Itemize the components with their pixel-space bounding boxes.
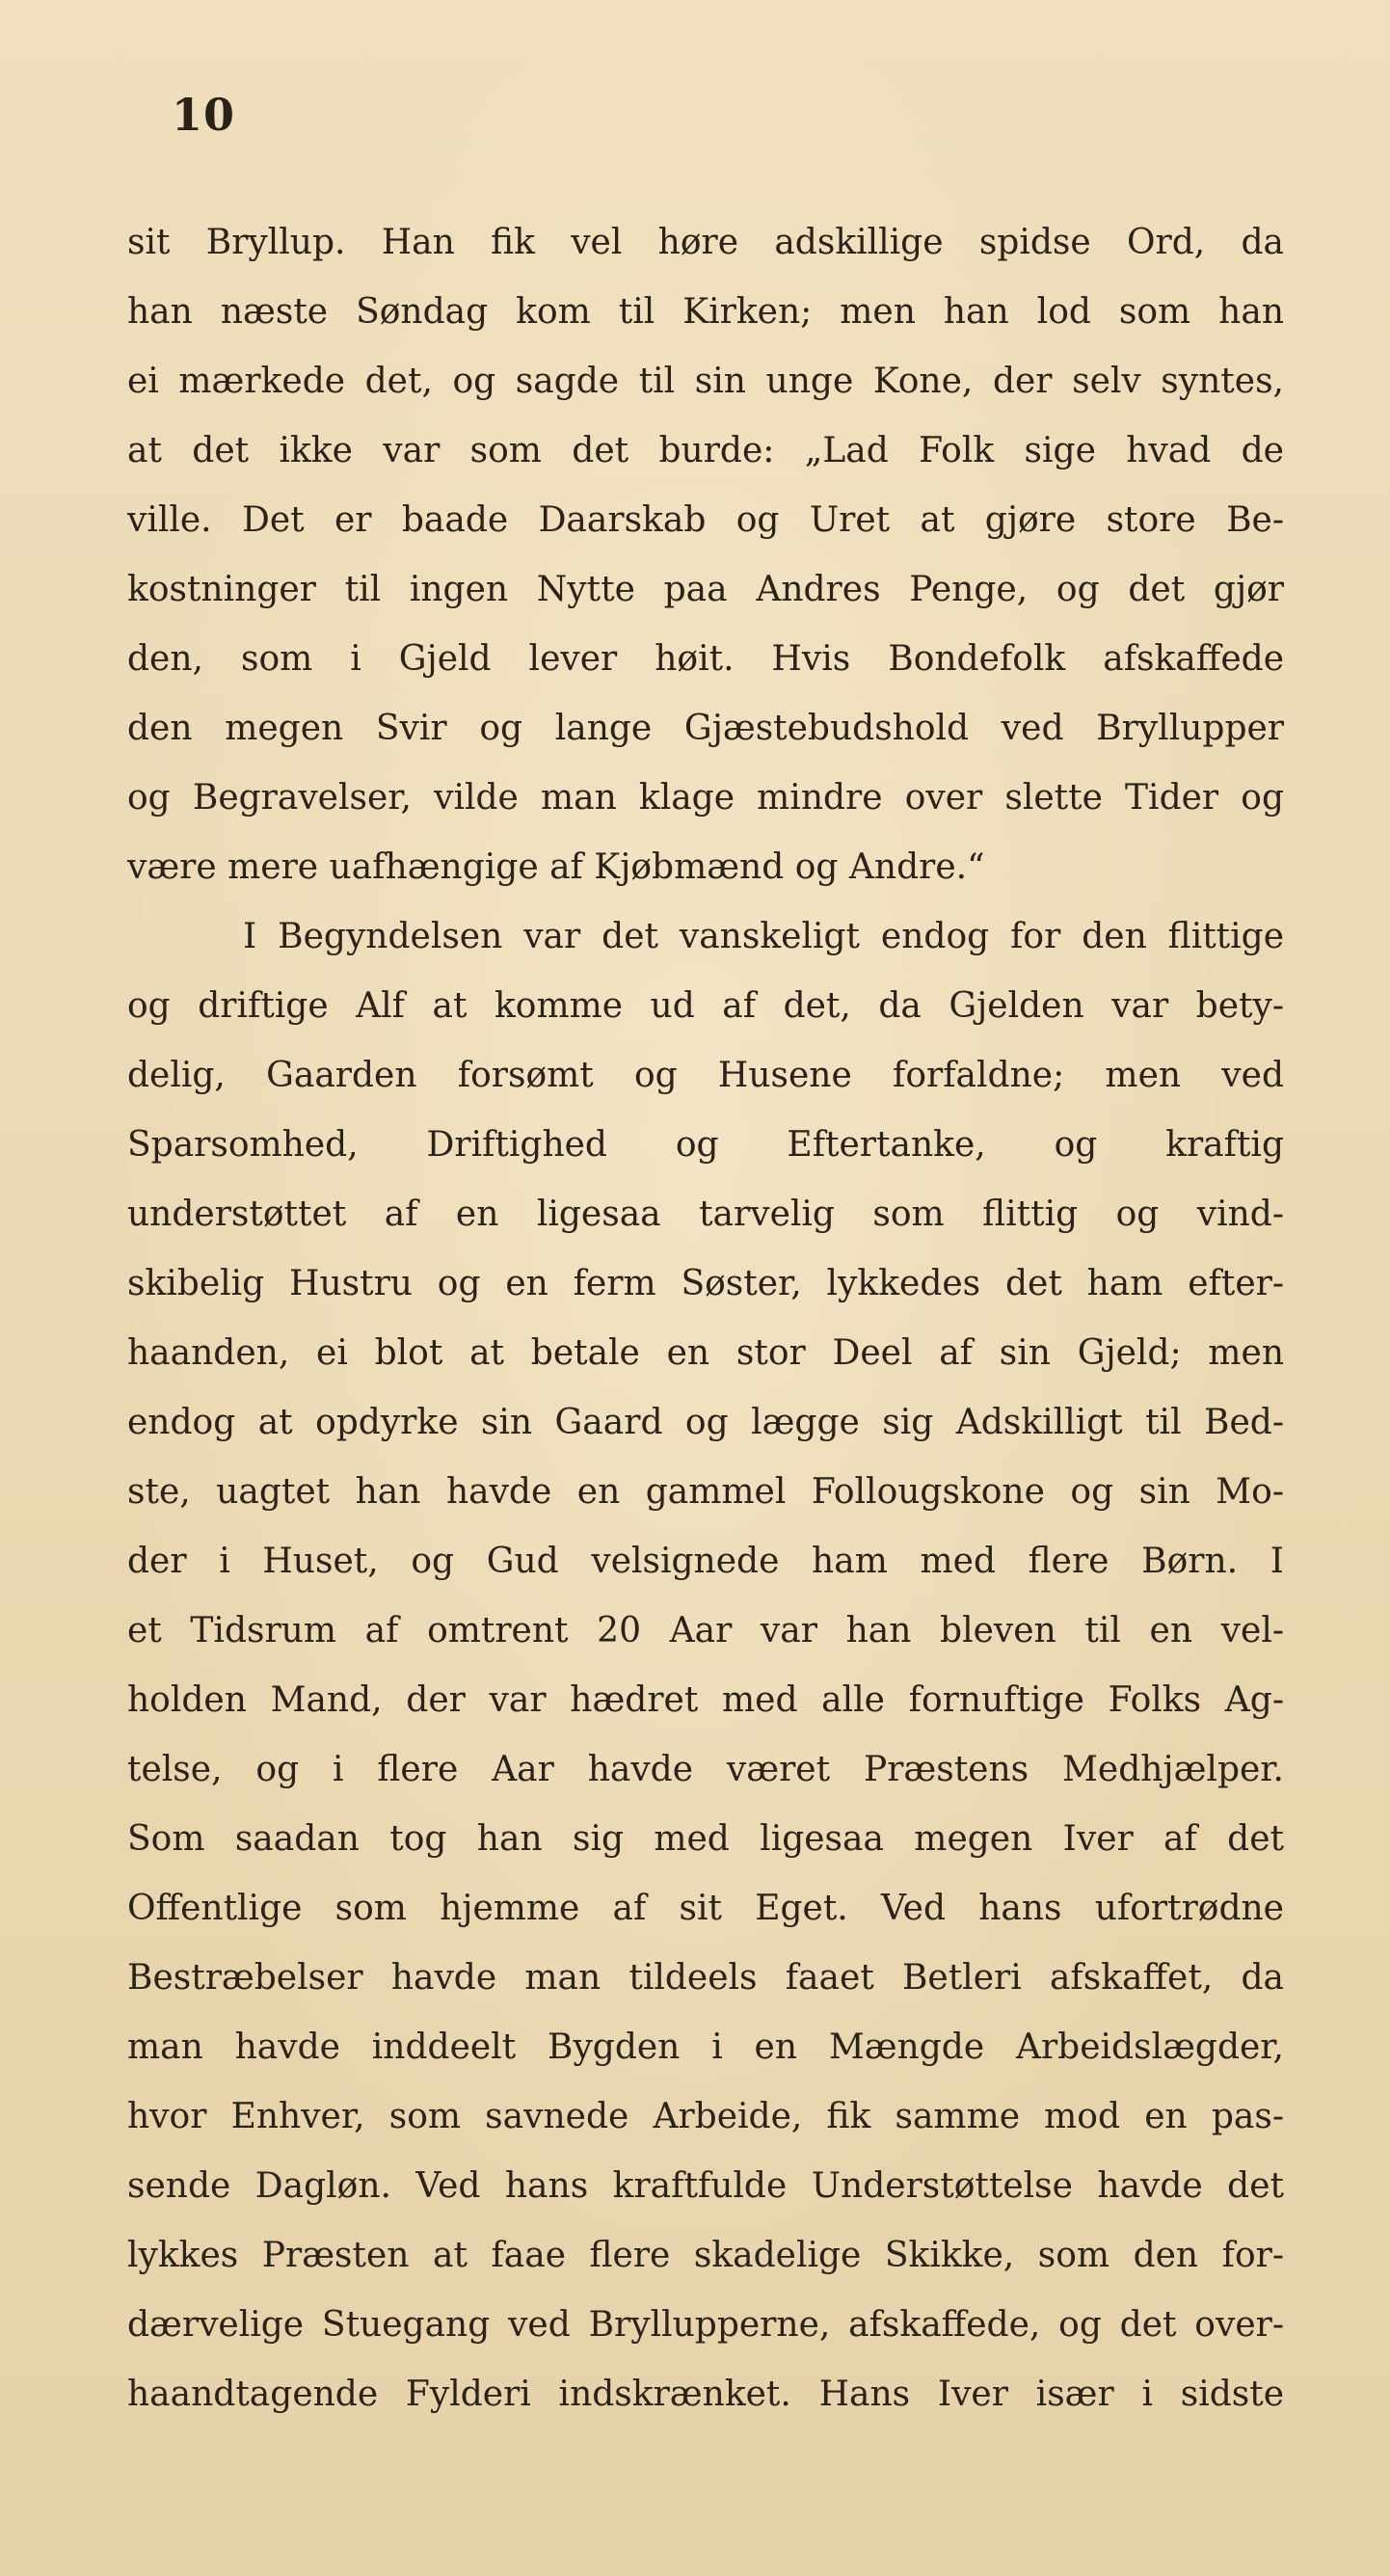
text-line: ville. Det er baade Daarskab og Uret at gjøre store Be-	[127, 500, 1284, 540]
text-line: et Tidsrum af omtrent 20 Aar var han bleven til en vel-	[127, 1611, 1284, 1650]
text-line: hvor Enhver, som savnede Arbeide, fik samme mod en pas-	[127, 2097, 1284, 2136]
text-line: at det ikke var som det burde: „Lad Folk sige hvad de	[127, 431, 1284, 470]
text-line: den megen Svir og lange Gjæstebudshold ved Bryllupper	[127, 709, 1284, 748]
text-line: man havde inddeelt Bygden i en Mængde Arbeidslægder,	[127, 2027, 1284, 2067]
body-text	[127, 208, 1284, 2429]
text-line: kostninger til ingen Nytte paa Andres Penge, og det gjør	[127, 570, 1284, 609]
text-line: Sparsomhed, Driftighed og Eftertanke, og kraftig	[127, 1125, 1284, 1165]
text-line: dærvelige Stuegang ved Bryllupperne, afskaffede, og det over-	[127, 2305, 1284, 2345]
text-line: telse, og i flere Aar havde været Præstens Medhjælper.	[127, 1750, 1284, 1789]
text-line: haandtagende Fylderi indskrænket. Hans Iver især i sidste	[127, 2375, 1284, 2414]
text-line: ste, uagtet han havde en gammel Follougskone og sin Mo-	[127, 1472, 1284, 1512]
text-line: han næste Søndag kom til Kirken; men han lod som han	[127, 292, 1284, 332]
paragraph-end-line: være mere uafhængige af Kjøbmænd og Andre.“	[127, 847, 985, 887]
text-line: ei mærkede det, og sagde til sin unge Kone, der selv syntes,	[127, 362, 1284, 401]
text-line: og Begravelser, vilde man klage mindre over slette Tider og	[127, 778, 1284, 818]
text-line: haanden, ei blot at betale en stor Deel af sin Gjeld; men	[127, 1333, 1284, 1373]
text-line: Som saadan tog han sig med ligesaa megen Iver af det	[127, 1819, 1284, 1859]
text-line: der i Huset, og Gud velsignede ham med flere Børn. I	[127, 1542, 1284, 1581]
text-line: og driftige Alf at komme ud af det, da Gjelden var bety-	[127, 986, 1284, 1026]
text-line: skibelig Hustru og en ferm Søster, lykkedes det ham efter-	[127, 1264, 1284, 1303]
text-line: holden Mand, der var hædret med alle fornuftige Folks Ag-	[127, 1680, 1284, 1720]
text-line: endog at opdyrke sin Gaard og lægge sig Adskilligt til Bed-	[127, 1403, 1284, 1442]
text-line: sit Bryllup. Han fik vel høre adskillige spidse Ord, da	[127, 223, 1284, 262]
page-number: 10	[172, 89, 236, 141]
text-line: den, som i Gjeld lever høit. Hvis Bondefolk afskaffede	[127, 639, 1284, 679]
text-line: Offentlige som hjemme af sit Eget. Ved hans ufortrødne	[127, 1889, 1284, 1928]
paragraph-start-line: I Begyndelsen var det vanskeligt endog for den flittige	[243, 917, 1284, 956]
text-line: sende Dagløn. Ved hans kraftfulde Understøttelse havde det	[127, 2166, 1284, 2206]
text-line: lykkes Præsten at faae flere skadelige Skikke, som den for-	[127, 2236, 1284, 2275]
text-line: understøttet af en ligesaa tarvelig som flittig og vind-	[127, 1194, 1284, 1234]
text-line: delig, Gaarden forsømt og Husene forfaldne; men ved	[127, 1056, 1284, 1095]
text-line: Bestræbelser havde man tildeels faaet Betleri afskaffet, da	[127, 1958, 1284, 1998]
